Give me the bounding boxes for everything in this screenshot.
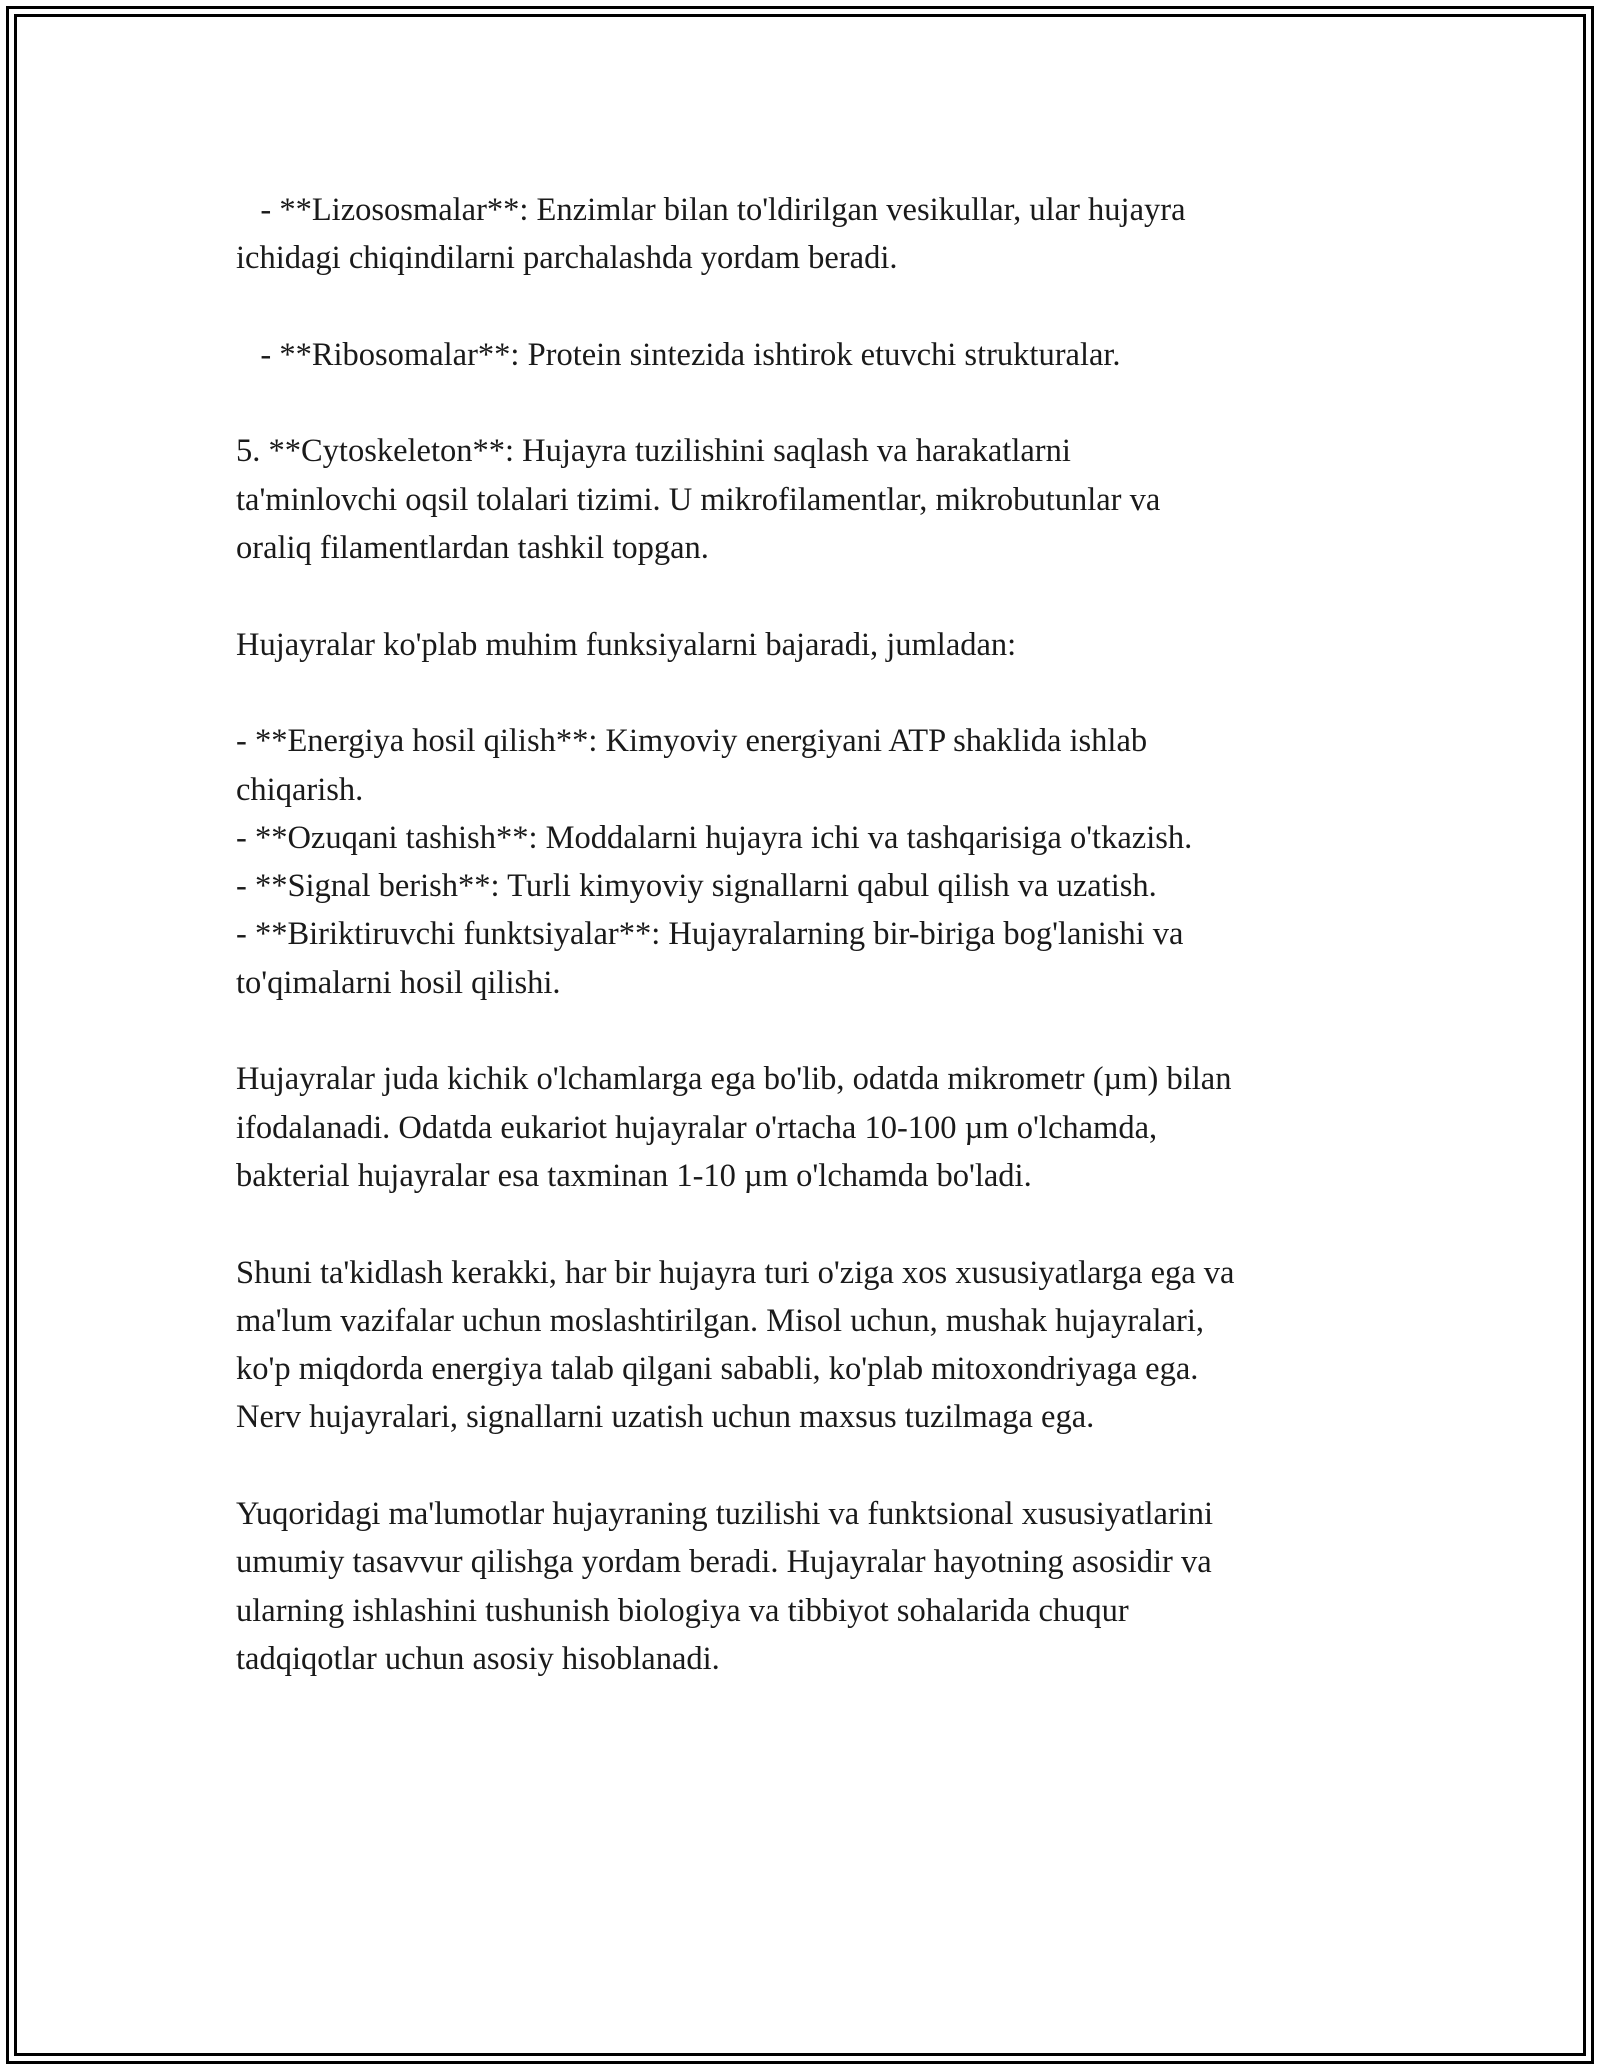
text-line: ularning ishlashini tushunish biologiya va tibbiyot sohalarida chuqur	[236, 1592, 1129, 1629]
text-line: Hujayralar juda kichik o'lchamlarga ega bo'lib, odatda mikrometr (µm) bilan	[236, 1061, 1232, 1098]
paragraph-lizosomalar	[236, 186, 1386, 283]
functions-list	[236, 717, 1386, 1007]
text-line: bakterial hujayralar esa taxminan 1-10 µm o'lchamda bo'ladi.	[236, 1157, 1032, 1194]
paragraph-functions-intro	[236, 621, 1386, 669]
text-line: Hujayralar ko'plab muhim funksiyalarni bajaradi, jumladan:	[236, 626, 1017, 663]
paragraph-specialization	[236, 1249, 1386, 1442]
list-item: - **Biriktiruvchi funktsiyalar**: Hujayralarning bir-biriga bog'lanishi va	[236, 916, 1184, 953]
paragraph-gap	[236, 379, 1386, 427]
text-line: ifodalanadi. Odatda eukariot hujayralar o'rtacha 10-100 µm o'lchamda,	[236, 1109, 1158, 1146]
text-line: ko'p miqdorda energiya talab qilgani sababli, ko'plab mitoxondriyaga ega.	[236, 1351, 1199, 1388]
list-item-continuation: to'qimalarni hosil qilishi.	[236, 964, 561, 1001]
paragraph-gap	[236, 1007, 1386, 1055]
list-item-continuation: chiqarish.	[236, 771, 364, 808]
document-body	[236, 186, 1386, 1683]
text-line: Nerv hujayralari, signallarni uzatish uchun maxsus tuzilmaga ega.	[236, 1399, 1095, 1436]
text-line: ma'lum vazifalar uchun moslashtirilgan. Misol uchun, mushak hujayralari,	[236, 1302, 1204, 1339]
text-line: ichidagi chiqindilarni parchalashda yordam beradi.	[236, 240, 898, 277]
paragraph-size	[236, 1055, 1386, 1200]
text-line: 5. **Cytoskeleton**: Hujayra tuzilishini saqlash va harakatlarni	[236, 433, 1071, 470]
list-item: - **Signal berish**: Turli kimyoviy signallarni qabul qilish va uzatish.	[236, 868, 1157, 905]
text-line: ta'minlovchi oqsil tolalari tizimi. U mikrofilamentlar, mikrobutunlar va	[236, 481, 1161, 518]
text-line: tadqiqotlar uchun asosiy hisoblanadi.	[236, 1640, 720, 1677]
text-line: - **Lizososmalar**: Enzimlar bilan to'ldirilgan vesikullar, ular hujayra	[236, 192, 1186, 228]
paragraph-gap	[236, 669, 1386, 717]
text-line: umumiy tasavvur qilishga yordam beradi. Hujayralar hayotning asosidir va	[236, 1544, 1212, 1581]
text-line: oraliq filamentlardan tashkil topgan.	[236, 530, 709, 567]
paragraph-gap	[236, 1200, 1386, 1248]
paragraph-gap	[236, 283, 1386, 331]
text-line: Yuqoridagi ma'lumotlar hujayraning tuzilishi va funktsional xususiyatlarini	[236, 1496, 1214, 1533]
text-line: - **Ribosomalar**: Protein sintezida ishtirok etuvchi strukturalar.	[236, 336, 1121, 373]
paragraph-cytoskeleton	[236, 427, 1386, 572]
paragraph-conclusion	[236, 1490, 1386, 1683]
text-line: Shuni ta'kidlash kerakki, har bir hujayra turi o'ziga xos xususiyatlarga ega va	[236, 1254, 1235, 1291]
list-item: - **Energiya hosil qilish**: Kimyoviy energiyani ATP shaklida ishlab	[236, 723, 1148, 760]
paragraph-ribosomalar	[236, 331, 1386, 379]
list-item: - **Ozuqani tashish**: Moddalarni hujayra ichi va tashqarisiga o'tkazish.	[236, 819, 1193, 856]
paragraph-gap	[236, 1442, 1386, 1490]
paragraph-gap	[236, 572, 1386, 620]
